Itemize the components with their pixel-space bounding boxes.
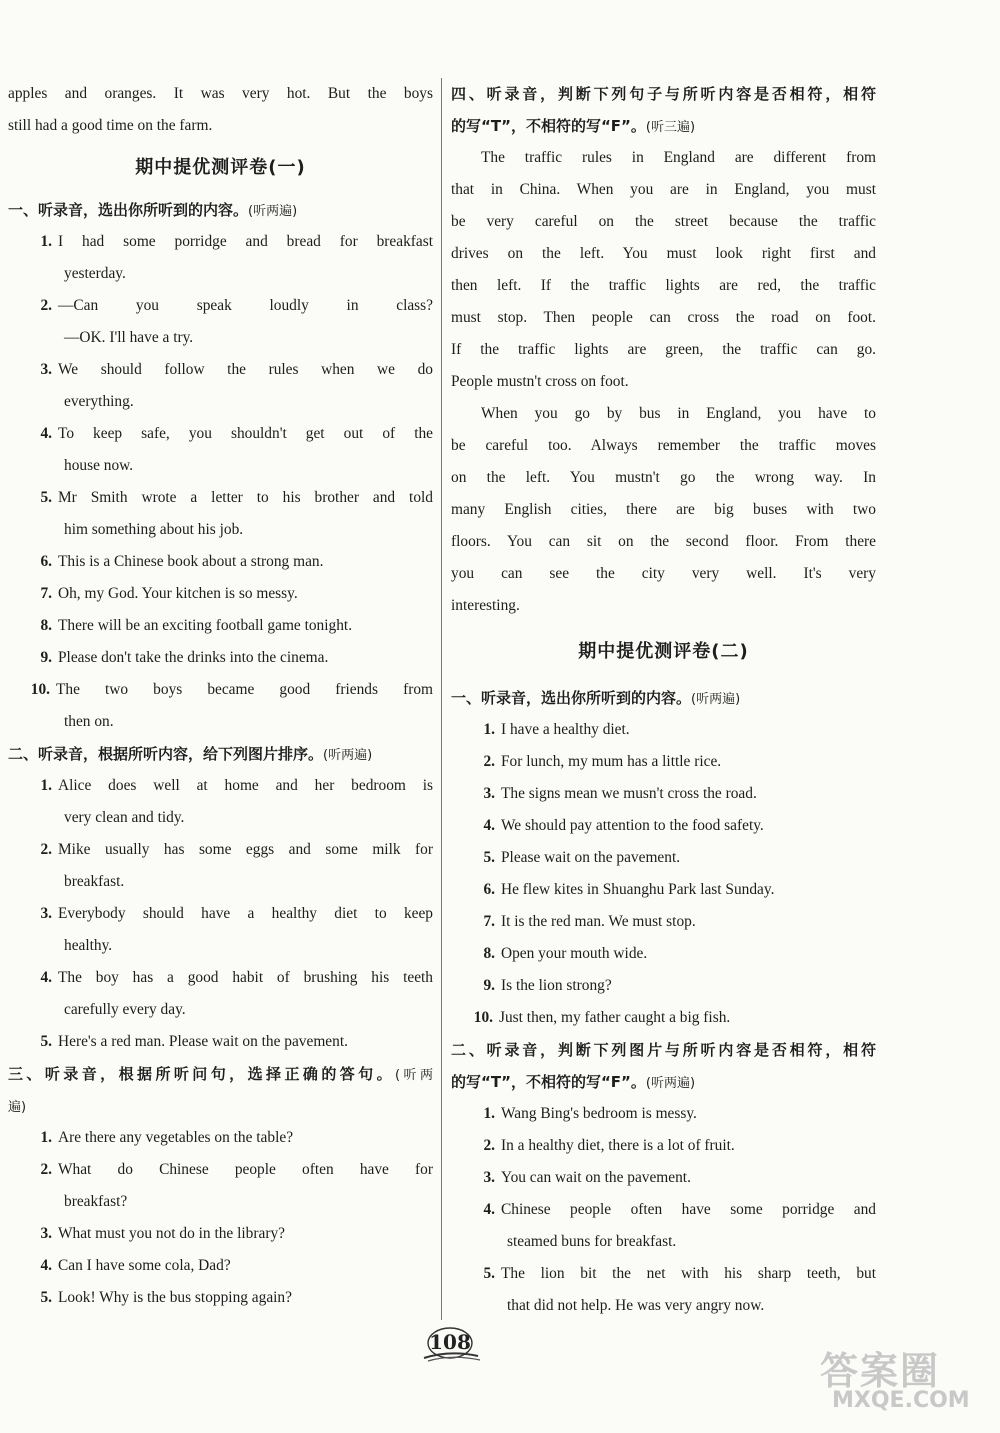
question-item: [451, 1098, 876, 1130]
question-text: It is the red man. We must stop.: [501, 913, 696, 930]
question-text-cont: breakfast.: [64, 873, 125, 890]
question-number: 4.: [40, 1257, 52, 1274]
question-number: 1.: [40, 233, 52, 250]
question-text: Mr Smith wrote a letter to his brother and told: [58, 489, 433, 506]
question-text: Open your mouth wide.: [501, 945, 648, 962]
question-item: [451, 874, 876, 906]
question-item: [8, 1250, 433, 1282]
question-item: [8, 642, 433, 674]
question-item: [8, 1218, 433, 1250]
question-number: 2.: [40, 841, 52, 858]
question-item: [8, 1154, 433, 1186]
section-heading-cont: 的写“T”，不相符的写“F”。(听三遍): [451, 117, 696, 135]
question-text: Can I have some cola, Dad?: [58, 1257, 231, 1274]
passage-line: People mustn't cross on foot.: [451, 373, 629, 390]
left-column: [8, 78, 433, 1314]
question-list: [451, 1098, 876, 1322]
intro-line: still had a good time on the farm.: [8, 117, 213, 134]
question-number: 8.: [483, 945, 495, 962]
passage-line: must stop. Then people can cross the road on foot.: [451, 309, 876, 326]
question-item: [8, 962, 433, 994]
question-text: We should pay attention to the food safety.: [501, 817, 764, 834]
passage-line: drives on the left. You must look right first and: [451, 245, 876, 262]
question-item: [451, 1258, 876, 1290]
question-number: 5.: [483, 1265, 495, 1282]
question-text: Here's a red man. Please wait on the pavement.: [58, 1033, 348, 1050]
question-text-cont: very clean and tidy.: [64, 809, 185, 826]
question-list: [8, 226, 433, 738]
question-number: 7.: [40, 585, 52, 602]
page-number-badge: [418, 1326, 482, 1364]
passage-line: that in China. When you are in England, you must: [451, 181, 876, 198]
question-item: [451, 1162, 876, 1194]
question-item: [451, 842, 876, 874]
question-item: [451, 938, 876, 970]
exam-title-2: 期中提优测评卷(二): [578, 641, 749, 662]
question-item: [8, 610, 433, 642]
question-number: 2.: [40, 297, 52, 314]
passage-line: many English cities, there are big buses with two: [451, 501, 876, 518]
exam-title-1: 期中提优测评卷(一): [135, 157, 306, 178]
question-number: 10.: [473, 1009, 493, 1026]
question-text: Mike usually has some eggs and some milk for: [58, 841, 433, 858]
question-number: 3.: [40, 905, 52, 922]
question-text: I had some porridge and bread for breakfast: [58, 233, 433, 250]
question-item: [8, 1122, 433, 1154]
passage-line: be careful too. Always remember the traffic moves: [451, 437, 876, 454]
question-text-cont: carefully every day.: [64, 1001, 186, 1018]
question-text: The lion bit the net with his sharp teeth, but: [501, 1265, 876, 1282]
question-item: [451, 970, 876, 1002]
passage-paragraph: [451, 142, 876, 398]
section-heading: 一、听录音，选出你所听到的内容。(听两遍): [451, 689, 741, 707]
question-number: 3.: [40, 1225, 52, 1242]
watermark-url: MXQE.COM: [832, 1388, 970, 1413]
question-text-cont: that did not help. He was very angry now.: [507, 1297, 765, 1314]
question-text-cont: then on.: [64, 713, 114, 730]
watermark-text: 答案圈: [820, 1349, 941, 1393]
question-number: 9.: [40, 649, 52, 666]
question-number: 1.: [40, 777, 52, 794]
question-text-cont: him something about his job.: [64, 521, 244, 538]
question-item: [8, 482, 433, 514]
question-item: [8, 834, 433, 866]
question-item: [8, 578, 433, 610]
right-column: [451, 78, 876, 1322]
question-text: Look! Why is the bus stopping again?: [58, 1289, 292, 1306]
passage-line: floors. You can sit on the second floor. From there: [451, 533, 876, 550]
question-item: [8, 898, 433, 930]
passage-paragraph: [451, 398, 876, 622]
question-text: Alice does well at home and her bedroom is: [58, 777, 433, 794]
question-text: For lunch, my mum has a little rice.: [501, 753, 722, 770]
question-number: 3.: [40, 361, 52, 378]
question-number: 10.: [30, 681, 50, 698]
question-text: Please don't take the drinks into the cinema.: [58, 649, 329, 666]
question-text: The boy has a good habit of brushing his teeth: [58, 969, 433, 986]
question-text: Wang Bing's bedroom is messy.: [501, 1105, 697, 1122]
watermark-logo: [810, 1340, 980, 1420]
question-item: [8, 354, 433, 386]
question-item: [8, 226, 433, 258]
question-number: 4.: [483, 1201, 495, 1218]
question-number: 5.: [40, 1289, 52, 1306]
passage-line: When you go by bus in England, you have to: [481, 405, 876, 422]
question-number: 4.: [40, 969, 52, 986]
question-item: [451, 746, 876, 778]
section-heading-cont: 遍): [8, 1100, 27, 1115]
question-item: [451, 778, 876, 810]
question-text-cont: everything.: [64, 393, 134, 410]
question-item: [451, 810, 876, 842]
question-text: We should follow the rules when we do: [58, 361, 433, 378]
passage-line: then left. If the traffic lights are red, the traffic: [451, 277, 876, 294]
question-number: 2.: [40, 1161, 52, 1178]
question-number: 9.: [483, 977, 495, 994]
question-text: Are there any vegetables on the table?: [58, 1129, 294, 1146]
column-divider: [441, 78, 442, 1320]
question-item: [8, 1282, 433, 1314]
question-number: 1.: [40, 1129, 52, 1146]
passage-line: on the left. You mustn't go the wrong way. In: [451, 469, 876, 486]
passage-line: If the traffic lights are green, the traffic can go.: [451, 341, 876, 358]
page-number: 108: [429, 1330, 471, 1354]
question-number: 2.: [483, 1137, 495, 1154]
section-heading: 二、听录音，根据所听内容，给下列图片排序。(听两遍): [8, 745, 373, 763]
question-item: [451, 1130, 876, 1162]
question-text: You can wait on the pavement.: [501, 1169, 691, 1186]
question-text: What do Chinese people often have for: [58, 1161, 433, 1178]
question-text: What must you not do in the library?: [58, 1225, 285, 1242]
question-number: 6.: [483, 881, 495, 898]
question-text: Everybody should have a healthy diet to keep: [58, 905, 433, 922]
question-number: 4.: [40, 425, 52, 442]
passage-line: interesting.: [451, 597, 520, 614]
question-number: 5.: [40, 1033, 52, 1050]
question-text: He flew kites in Shuanghu Park last Sunday.: [501, 881, 775, 898]
question-item: [451, 1002, 876, 1034]
passage-line: you can see the city very well. It's very: [451, 565, 876, 582]
question-text: Is the lion strong?: [501, 977, 612, 994]
question-text: In a healthy diet, there is a lot of fruit.: [501, 1137, 735, 1154]
question-number: 7.: [483, 913, 495, 930]
intro-line: apples and oranges. It was very hot. But the boys: [8, 85, 433, 102]
question-text: The two boys became good friends from: [56, 681, 433, 698]
question-text: The signs mean we musn't cross the road.: [501, 785, 757, 802]
question-list: [451, 714, 876, 1034]
question-number: 1.: [483, 721, 495, 738]
question-number: 3.: [483, 1169, 495, 1186]
question-item: [8, 674, 433, 706]
question-text: Oh, my God. Your kitchen is so messy.: [58, 585, 298, 602]
question-item: [8, 770, 433, 802]
question-text-cont: healthy.: [64, 937, 113, 954]
question-text-cont: —OK. I'll have a try.: [64, 329, 194, 346]
section-heading: 三、听录音，根据所听问句，选择正确的答句。(听两: [8, 1065, 433, 1083]
question-number: 1.: [483, 1105, 495, 1122]
section-heading: 四、听录音，判断下列句子与所听内容是否相符，相符: [451, 85, 876, 103]
question-text: Just then, my father caught a big fish.: [499, 1009, 731, 1026]
question-text: There will be an exciting football game tonight.: [58, 617, 353, 634]
question-item: [8, 418, 433, 450]
question-item: [8, 290, 433, 322]
section-heading: 二、听录音，判断下列图片与所听内容是否相符，相符: [451, 1041, 876, 1059]
question-number: 8.: [40, 617, 52, 634]
question-item: [8, 546, 433, 578]
question-number: 5.: [483, 849, 495, 866]
question-item: [451, 906, 876, 938]
question-list: [8, 770, 433, 1058]
section-heading: 一、听录音，选出你所听到的内容。(听两遍): [8, 201, 298, 219]
passage-line: be very careful on the street because the traffic: [451, 213, 876, 230]
question-text-cont: house now.: [64, 457, 134, 474]
question-number: 6.: [40, 553, 52, 570]
question-number: 4.: [483, 817, 495, 834]
question-text-cont: steamed buns for breakfast.: [507, 1233, 677, 1250]
question-text: To keep safe, you shouldn't get out of the: [58, 425, 433, 442]
section-heading-cont: 的写“T”，不相符的写“F”。(听两遍): [451, 1073, 696, 1091]
question-number: 3.: [483, 785, 495, 802]
question-text: Please wait on the pavement.: [501, 849, 681, 866]
question-text: I have a healthy diet.: [501, 721, 630, 738]
question-number: 2.: [483, 753, 495, 770]
question-text: This is a Chinese book about a strong man.: [58, 553, 324, 570]
question-item: [8, 1026, 433, 1058]
question-list: [8, 1122, 433, 1314]
question-item: [451, 1194, 876, 1226]
question-text: Chinese people often have some porridge and: [501, 1201, 876, 1218]
question-text-cont: breakfast?: [64, 1193, 128, 1210]
passage-line: The traffic rules in England are different from: [481, 149, 876, 166]
question-text-cont: yesterday.: [64, 265, 126, 282]
question-item: [451, 714, 876, 746]
question-text: —Can you speak loudly in class?: [58, 297, 433, 314]
question-number: 5.: [40, 489, 52, 506]
